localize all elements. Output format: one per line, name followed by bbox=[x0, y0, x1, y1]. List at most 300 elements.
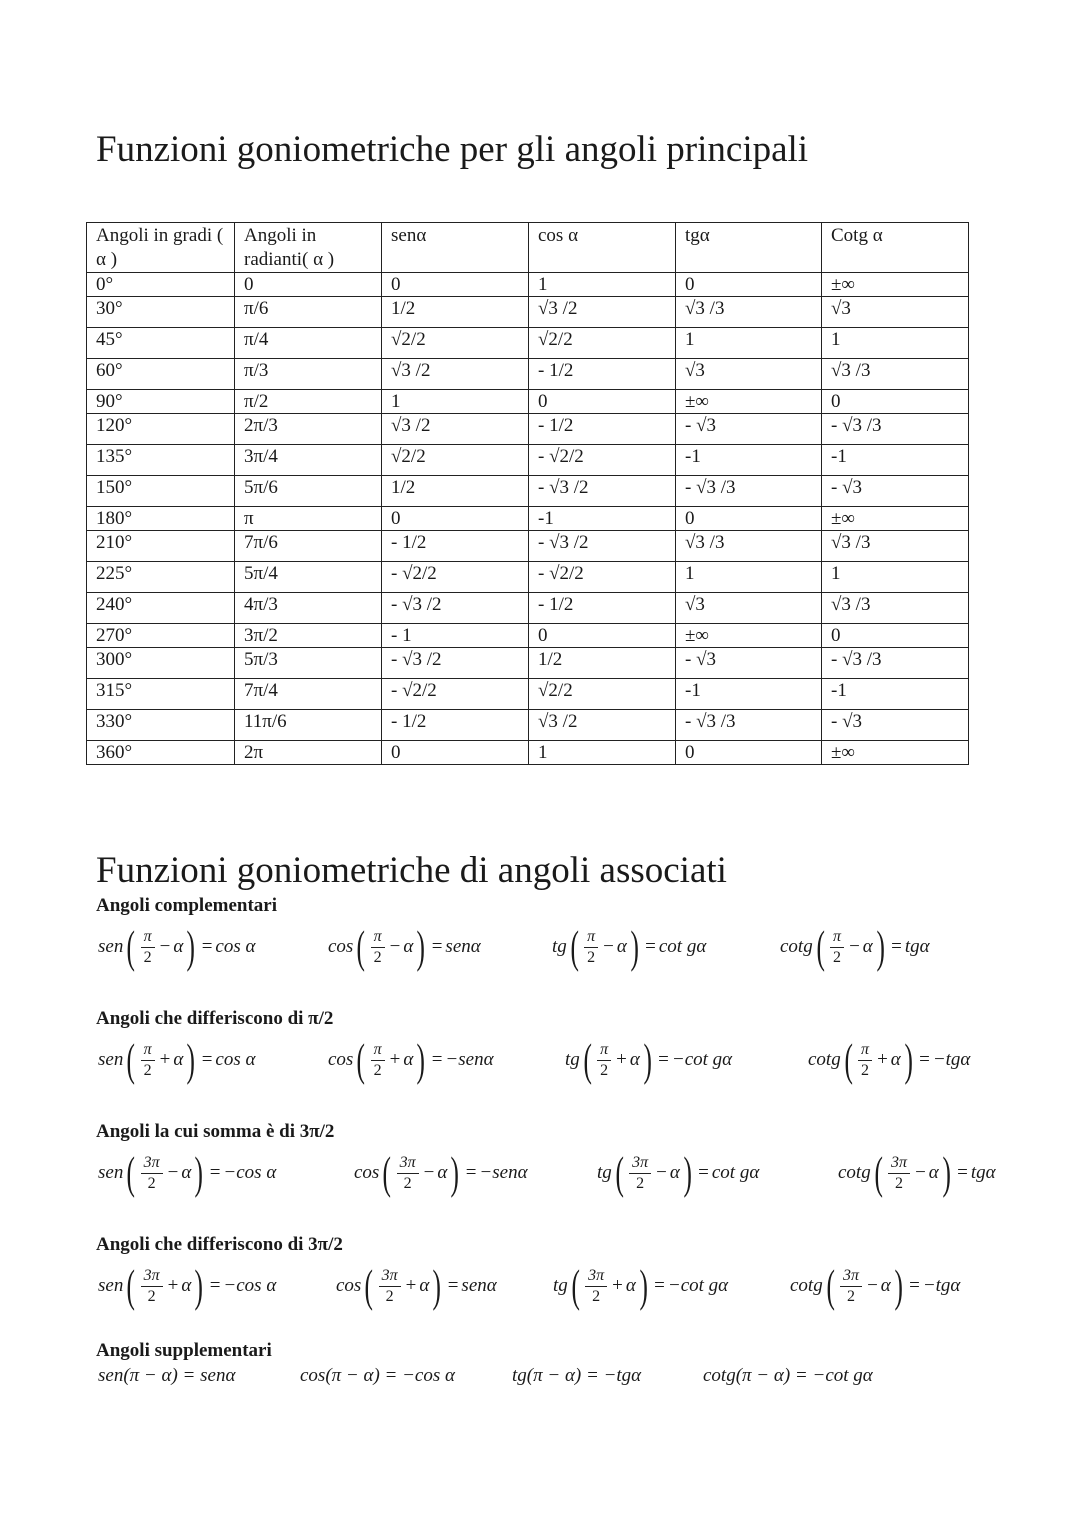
fraction-numerator: 3π bbox=[585, 1266, 607, 1287]
paren-close: ) bbox=[876, 921, 885, 972]
cell-cot: -1 bbox=[822, 679, 969, 710]
cell-rad: 3π/4 bbox=[235, 445, 382, 476]
cell-cot: - √3 /3 bbox=[822, 648, 969, 679]
formula-variable: α bbox=[616, 936, 627, 957]
paren-open: ( bbox=[816, 921, 825, 972]
paren-close: ) bbox=[432, 1260, 442, 1311]
table-row bbox=[87, 648, 969, 679]
paren-open: ( bbox=[571, 1260, 580, 1311]
formula-result: −cos α bbox=[223, 1162, 277, 1183]
formula-function: sen bbox=[98, 1162, 124, 1183]
fraction-numerator: 3π bbox=[888, 1153, 910, 1174]
fraction bbox=[371, 927, 385, 968]
formula-equals: = bbox=[209, 1275, 221, 1296]
fraction bbox=[141, 1266, 163, 1307]
table-header-row bbox=[87, 223, 969, 273]
formula-function: tg bbox=[597, 1162, 612, 1183]
table-row bbox=[87, 328, 969, 359]
section-heading: Angoli la cui somma è di 3π/2 bbox=[96, 1121, 335, 1142]
fraction bbox=[840, 1266, 862, 1307]
formula-result: tgα bbox=[970, 1162, 996, 1183]
formula bbox=[838, 1143, 996, 1203]
cell-cot: -1 bbox=[822, 445, 969, 476]
fraction-denominator: 2 bbox=[847, 1287, 856, 1305]
formula-variable: α bbox=[629, 1049, 640, 1070]
section-heading-supplementari: Angoli supplementari bbox=[96, 1340, 272, 1361]
formula-operator: + bbox=[616, 1049, 627, 1070]
formula-function: sen bbox=[98, 1275, 124, 1296]
cell-rad: 7π/4 bbox=[235, 679, 382, 710]
formula-variable: α bbox=[437, 1162, 448, 1183]
cell-rad: 4π/3 bbox=[235, 593, 382, 624]
table-row bbox=[87, 390, 969, 414]
cell-cos: -1 bbox=[529, 507, 676, 531]
cell-tan: 0 bbox=[676, 273, 822, 297]
fraction-numerator: 3π bbox=[840, 1266, 862, 1287]
cell-cot: ±∞ bbox=[822, 507, 969, 531]
formula bbox=[780, 917, 930, 977]
cell-tan: - √3 /3 bbox=[676, 710, 822, 741]
paren-open: ( bbox=[126, 921, 136, 972]
cell-cos: - 1/2 bbox=[529, 359, 676, 390]
fraction-numerator: π bbox=[830, 927, 844, 948]
cell-cot: √3 /3 bbox=[822, 593, 969, 624]
cell-rad: 5π/6 bbox=[235, 476, 382, 507]
paren-close: ) bbox=[639, 1260, 648, 1311]
cell-cos: - √2/2 bbox=[529, 445, 676, 476]
header-sin: senα bbox=[382, 223, 529, 273]
formula-result: −cot gα bbox=[671, 1049, 733, 1070]
cell-cos: - √2/2 bbox=[529, 562, 676, 593]
cell-tan: - √3 /3 bbox=[676, 476, 822, 507]
paren-close: ) bbox=[416, 1034, 426, 1085]
cell-rad: 5π/3 bbox=[235, 648, 382, 679]
formula-equals: = bbox=[957, 1162, 968, 1183]
formula-equals: = bbox=[431, 936, 443, 957]
cell-deg: 0° bbox=[87, 273, 235, 297]
cell-cot: 0 bbox=[822, 624, 969, 648]
cell-cos: - 1/2 bbox=[529, 593, 676, 624]
formula-result: tgα bbox=[904, 936, 930, 957]
header-cos: cos α bbox=[529, 223, 676, 273]
table-row bbox=[87, 445, 969, 476]
formula-operator: − bbox=[423, 1162, 435, 1183]
cell-sin: - √3 /2 bbox=[382, 648, 529, 679]
formula-function: sen bbox=[98, 1049, 124, 1070]
cell-tan: √3 bbox=[676, 593, 822, 624]
formula-suppl-tg: tg(π − α) = −tgα bbox=[512, 1365, 642, 1386]
cell-sin: 0 bbox=[382, 741, 529, 765]
cell-tan: √3 /3 bbox=[676, 531, 822, 562]
cell-cos: 0 bbox=[529, 624, 676, 648]
cell-sin: - √3 /2 bbox=[382, 593, 529, 624]
page-title: Funzioni goniometriche per gli angoli principali bbox=[96, 129, 809, 170]
formula-operator: + bbox=[389, 1049, 401, 1070]
paren-open: ( bbox=[583, 1034, 592, 1085]
fraction-denominator: 2 bbox=[373, 948, 382, 966]
cell-sin: √2/2 bbox=[382, 445, 529, 476]
formula-equals: = bbox=[447, 1275, 459, 1296]
formula-equals: = bbox=[698, 1162, 709, 1183]
cell-sin: √3 /2 bbox=[382, 359, 529, 390]
cell-tan: 1 bbox=[676, 562, 822, 593]
formula-equals: = bbox=[645, 936, 656, 957]
formula-equals: = bbox=[654, 1275, 665, 1296]
fraction-denominator: 2 bbox=[403, 1174, 412, 1192]
cell-tan: -1 bbox=[676, 679, 822, 710]
fraction-denominator: 2 bbox=[385, 1287, 394, 1305]
fraction-numerator: π bbox=[371, 1040, 385, 1061]
formula-operator: + bbox=[877, 1049, 888, 1070]
formula-equals: = bbox=[201, 1049, 213, 1070]
section-heading: Angoli che differiscono di π/2 bbox=[96, 1008, 334, 1029]
fraction-numerator: π bbox=[597, 1040, 611, 1061]
fraction-numerator: π bbox=[141, 927, 155, 948]
formula bbox=[98, 1143, 276, 1203]
formula-result: senα bbox=[461, 1275, 497, 1296]
formula-result: senα bbox=[445, 936, 481, 957]
formula bbox=[98, 1030, 255, 1090]
formula-variable: α bbox=[890, 1049, 901, 1070]
formula-suppl-cos: cos(π − α) = −cos α bbox=[300, 1365, 455, 1386]
table-row bbox=[87, 679, 969, 710]
fraction-denominator: 2 bbox=[861, 1061, 870, 1079]
formula-equals: = bbox=[465, 1162, 477, 1183]
cell-deg: 45° bbox=[87, 328, 235, 359]
cell-cos: - √3 /2 bbox=[529, 531, 676, 562]
supplementari-formulas bbox=[0, 1365, 1080, 1391]
formula bbox=[98, 1256, 276, 1316]
paren-open: ( bbox=[126, 1147, 136, 1198]
paren-close: ) bbox=[416, 921, 426, 972]
cell-cos: - √3 /2 bbox=[529, 476, 676, 507]
fraction-denominator: 2 bbox=[143, 1061, 152, 1079]
fraction-numerator: 3π bbox=[629, 1153, 651, 1174]
formula-equals: = bbox=[909, 1275, 920, 1296]
paren-open: ( bbox=[126, 1260, 136, 1311]
cell-tan: - √3 bbox=[676, 414, 822, 445]
fraction bbox=[858, 1040, 872, 1081]
cell-deg: 240° bbox=[87, 593, 235, 624]
cell-sin: 1/2 bbox=[382, 476, 529, 507]
formula-result: −cot gα bbox=[667, 1275, 729, 1296]
fraction bbox=[830, 927, 844, 968]
cell-deg: 315° bbox=[87, 679, 235, 710]
fraction bbox=[629, 1153, 651, 1194]
formula-variable: α bbox=[173, 936, 184, 957]
cell-cos: - 1/2 bbox=[529, 414, 676, 445]
formula-variable: α bbox=[625, 1275, 636, 1296]
cell-rad: 3π/2 bbox=[235, 624, 382, 648]
table-row bbox=[87, 710, 969, 741]
formula-operator: − bbox=[867, 1275, 878, 1296]
cell-deg: 270° bbox=[87, 624, 235, 648]
fraction-denominator: 2 bbox=[636, 1174, 645, 1192]
formula-function: sen bbox=[98, 936, 124, 957]
table-row bbox=[87, 297, 969, 328]
formula-result: −tgα bbox=[932, 1049, 971, 1070]
fraction-denominator: 2 bbox=[147, 1174, 156, 1192]
cell-deg: 300° bbox=[87, 648, 235, 679]
formula-result: −tgα bbox=[922, 1275, 961, 1296]
cell-cos: √2/2 bbox=[529, 328, 676, 359]
section-heading: Angoli che differiscono di 3π/2 bbox=[96, 1234, 343, 1255]
paren-open: ( bbox=[382, 1147, 392, 1198]
formula-function: cos bbox=[354, 1162, 380, 1183]
cell-tan: ±∞ bbox=[676, 624, 822, 648]
formula-result: cos α bbox=[215, 936, 256, 957]
formula-suppl-sen: sen(π − α) = senα bbox=[98, 1365, 236, 1386]
formula-result: cot gα bbox=[658, 936, 707, 957]
formula-variable: α bbox=[181, 1275, 192, 1296]
cell-rad: 5π/4 bbox=[235, 562, 382, 593]
fraction bbox=[584, 927, 598, 968]
cell-tan: √3 /3 bbox=[676, 297, 822, 328]
cell-rad: 0 bbox=[235, 273, 382, 297]
cell-sin: - √2/2 bbox=[382, 562, 529, 593]
formula-variable: α bbox=[403, 1049, 414, 1070]
paren-close: ) bbox=[186, 1034, 196, 1085]
cell-cot: - √3 /3 bbox=[822, 414, 969, 445]
paren-close: ) bbox=[942, 1147, 951, 1198]
fraction-denominator: 2 bbox=[143, 948, 152, 966]
paren-close: ) bbox=[194, 1147, 204, 1198]
formula-operator: − bbox=[389, 936, 401, 957]
fraction bbox=[141, 1040, 155, 1081]
cell-sin: √2/2 bbox=[382, 328, 529, 359]
cell-deg: 30° bbox=[87, 297, 235, 328]
cell-tan: ±∞ bbox=[676, 390, 822, 414]
formula bbox=[597, 1143, 759, 1203]
paren-close: ) bbox=[683, 1147, 692, 1198]
cell-cos: √3 /2 bbox=[529, 297, 676, 328]
cell-cot: ±∞ bbox=[822, 273, 969, 297]
fraction-denominator: 2 bbox=[592, 1287, 601, 1305]
paren-close: ) bbox=[904, 1034, 913, 1085]
formula-result: cos α bbox=[215, 1049, 256, 1070]
formula-variable: α bbox=[928, 1162, 939, 1183]
cell-deg: 210° bbox=[87, 531, 235, 562]
formula-function: cotg bbox=[780, 936, 813, 957]
header-degrees: Angoli in gradi ( α ) bbox=[87, 223, 235, 273]
paren-open: ( bbox=[826, 1260, 835, 1311]
cell-deg: 150° bbox=[87, 476, 235, 507]
fraction-denominator: 2 bbox=[833, 948, 842, 966]
fraction-denominator: 2 bbox=[587, 948, 596, 966]
fraction-numerator: 3π bbox=[397, 1153, 419, 1174]
cell-deg: 90° bbox=[87, 390, 235, 414]
cell-cos: √3 /2 bbox=[529, 710, 676, 741]
paren-close: ) bbox=[894, 1260, 903, 1311]
formula-equals: = bbox=[658, 1049, 669, 1070]
formula-row bbox=[0, 1256, 1080, 1316]
formula-variable: α bbox=[862, 936, 873, 957]
formula bbox=[98, 917, 255, 977]
cell-tan: 0 bbox=[676, 507, 822, 531]
header-tan: tgα bbox=[676, 223, 822, 273]
table-row bbox=[87, 741, 969, 765]
fraction bbox=[888, 1153, 910, 1194]
paren-open: ( bbox=[874, 1147, 883, 1198]
table-row bbox=[87, 476, 969, 507]
formula-operator: − bbox=[167, 1162, 179, 1183]
cell-sin: 0 bbox=[382, 273, 529, 297]
fraction bbox=[141, 927, 155, 968]
cell-rad: 2π/3 bbox=[235, 414, 382, 445]
fraction-denominator: 2 bbox=[147, 1287, 156, 1305]
formula-result: −senα bbox=[445, 1049, 494, 1070]
cell-sin: - 1 bbox=[382, 624, 529, 648]
cell-deg: 180° bbox=[87, 507, 235, 531]
formula-variable: α bbox=[173, 1049, 184, 1070]
fraction-numerator: π bbox=[371, 927, 385, 948]
cell-cos: 1 bbox=[529, 741, 676, 765]
paren-open: ( bbox=[844, 1034, 853, 1085]
cell-cot: 1 bbox=[822, 562, 969, 593]
formula-variable: α bbox=[880, 1275, 891, 1296]
formula-equals: = bbox=[209, 1162, 221, 1183]
cell-sin: - 1/2 bbox=[382, 531, 529, 562]
formula-function: cotg bbox=[790, 1275, 823, 1296]
header-radians: Angoli in radianti( α ) bbox=[235, 223, 382, 273]
formula-result: −cos α bbox=[223, 1275, 277, 1296]
fraction-numerator: π bbox=[858, 1040, 872, 1061]
cell-sin: √3 /2 bbox=[382, 414, 529, 445]
paren-close: ) bbox=[643, 1034, 652, 1085]
cell-cos: 1/2 bbox=[529, 648, 676, 679]
section-title-associated: Funzioni goniometriche di angoli associati bbox=[96, 850, 727, 891]
formula-operator: − bbox=[603, 936, 614, 957]
formula bbox=[565, 1030, 732, 1090]
table-row bbox=[87, 359, 969, 390]
cell-rad: π/6 bbox=[235, 297, 382, 328]
cell-cot: 1 bbox=[822, 328, 969, 359]
formula-function: cos bbox=[328, 1049, 354, 1070]
fraction bbox=[379, 1266, 401, 1307]
cell-tan: - √3 bbox=[676, 648, 822, 679]
paren-open: ( bbox=[126, 1034, 136, 1085]
formula-suppl-cotg: cotg(π − α) = −cot gα bbox=[703, 1365, 873, 1386]
cell-rad: π/2 bbox=[235, 390, 382, 414]
cell-deg: 120° bbox=[87, 414, 235, 445]
formula-function: cos bbox=[328, 936, 354, 957]
cell-cot: - √3 bbox=[822, 710, 969, 741]
fraction-denominator: 2 bbox=[373, 1061, 382, 1079]
paren-close: ) bbox=[450, 1147, 460, 1198]
formula-variable: α bbox=[181, 1162, 192, 1183]
paren-open: ( bbox=[615, 1147, 624, 1198]
trig-values-table bbox=[86, 222, 969, 765]
formula bbox=[354, 1143, 528, 1203]
formula bbox=[790, 1256, 960, 1316]
formula-equals: = bbox=[201, 936, 213, 957]
formula-function: tg bbox=[553, 1275, 568, 1296]
formula-operator: + bbox=[405, 1275, 417, 1296]
cell-cot: √3 /3 bbox=[822, 359, 969, 390]
formula-equals: = bbox=[891, 936, 902, 957]
formula-function: cotg bbox=[838, 1162, 871, 1183]
paren-open: ( bbox=[356, 921, 366, 972]
cell-rad: π bbox=[235, 507, 382, 531]
formula-variable: α bbox=[419, 1275, 430, 1296]
formula-operator: + bbox=[159, 1049, 171, 1070]
formula-function: tg bbox=[565, 1049, 580, 1070]
formula-operator: − bbox=[849, 936, 860, 957]
cell-cot: ±∞ bbox=[822, 741, 969, 765]
formula-equals: = bbox=[919, 1049, 930, 1070]
cell-deg: 135° bbox=[87, 445, 235, 476]
paren-close: ) bbox=[194, 1260, 204, 1311]
paren-close: ) bbox=[186, 921, 196, 972]
fraction-denominator: 2 bbox=[895, 1174, 904, 1192]
formula bbox=[808, 1030, 970, 1090]
fraction bbox=[597, 1040, 611, 1081]
fraction-numerator: 3π bbox=[141, 1153, 163, 1174]
fraction bbox=[141, 1153, 163, 1194]
table-row bbox=[87, 507, 969, 531]
fraction-numerator: 3π bbox=[141, 1266, 163, 1287]
cell-cos: 1 bbox=[529, 273, 676, 297]
fraction-denominator: 2 bbox=[600, 1061, 609, 1079]
cell-rad: π/4 bbox=[235, 328, 382, 359]
table-row bbox=[87, 273, 969, 297]
formula-operator: − bbox=[159, 936, 171, 957]
cell-cot: 0 bbox=[822, 390, 969, 414]
formula-equals: = bbox=[431, 1049, 443, 1070]
formula-operator: + bbox=[167, 1275, 179, 1296]
table-row bbox=[87, 414, 969, 445]
formula bbox=[336, 1256, 497, 1316]
cell-sin: 0 bbox=[382, 507, 529, 531]
formula bbox=[328, 917, 481, 977]
formula-function: cotg bbox=[808, 1049, 841, 1070]
cell-deg: 360° bbox=[87, 741, 235, 765]
formula-function: tg bbox=[552, 936, 567, 957]
cell-rad: π/3 bbox=[235, 359, 382, 390]
cell-deg: 60° bbox=[87, 359, 235, 390]
cell-sin: 1/2 bbox=[382, 297, 529, 328]
formula-operator: − bbox=[656, 1162, 667, 1183]
paren-open: ( bbox=[356, 1034, 366, 1085]
cell-cos: √2/2 bbox=[529, 679, 676, 710]
cell-sin: - 1/2 bbox=[382, 710, 529, 741]
fraction-numerator: π bbox=[141, 1040, 155, 1061]
formula-result: cot gα bbox=[711, 1162, 760, 1183]
formula-function: cos bbox=[336, 1275, 362, 1296]
cell-rad: 11π/6 bbox=[235, 710, 382, 741]
formula-operator: − bbox=[915, 1162, 926, 1183]
cell-cot: - √3 bbox=[822, 476, 969, 507]
formula-result: −senα bbox=[479, 1162, 528, 1183]
fraction bbox=[397, 1153, 419, 1194]
formula-row bbox=[0, 917, 1080, 977]
formula bbox=[553, 1256, 728, 1316]
cell-deg: 330° bbox=[87, 710, 235, 741]
table-row bbox=[87, 531, 969, 562]
formula-row bbox=[0, 1143, 1080, 1203]
table-row bbox=[87, 593, 969, 624]
fraction-numerator: 3π bbox=[379, 1266, 401, 1287]
cell-deg: 225° bbox=[87, 562, 235, 593]
header-cot: Cotg α bbox=[822, 223, 969, 273]
cell-rad: 2π bbox=[235, 741, 382, 765]
cell-cot: √3 bbox=[822, 297, 969, 328]
cell-cos: 0 bbox=[529, 390, 676, 414]
formula-variable: α bbox=[669, 1162, 680, 1183]
formula-row bbox=[0, 1030, 1080, 1090]
section-heading: Angoli complementari bbox=[96, 895, 278, 916]
fraction-numerator: π bbox=[584, 927, 598, 948]
